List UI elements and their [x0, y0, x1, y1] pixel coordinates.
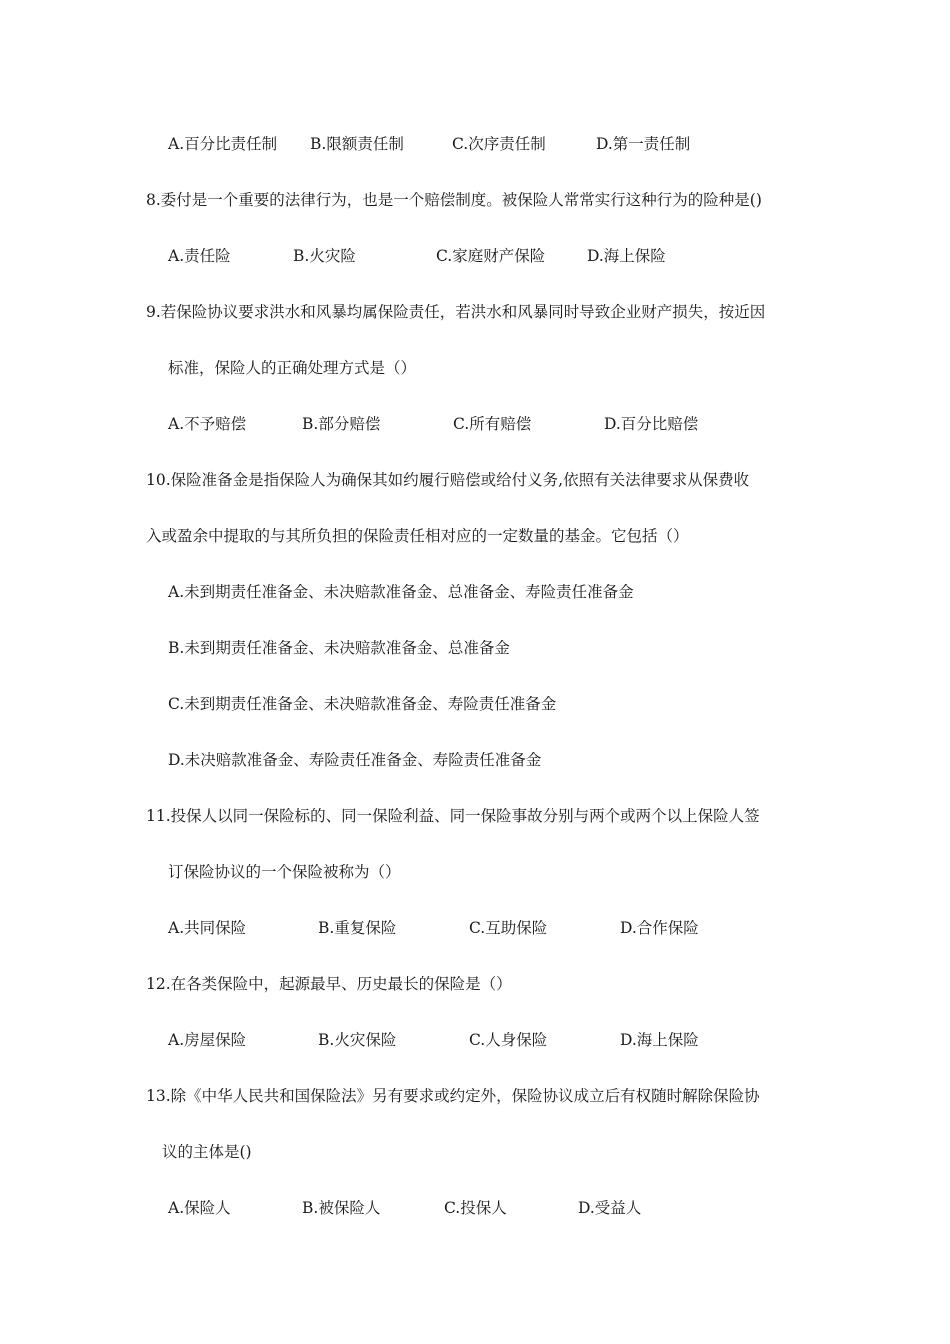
q12-question: 12.在各类保险中，起源最早、历史最长的保险是（） — [146, 975, 512, 993]
q13-option-d: D.受益人 — [578, 1199, 642, 1217]
q11-option-d: D.合作保险 — [620, 919, 699, 937]
q7-option-d: D.第一责任制 — [596, 135, 691, 153]
q11-option-a: A.共同保险 — [168, 919, 247, 937]
q12-option-b: B.火灾保险 — [318, 1031, 397, 1049]
q7-option-b: B.限额责任制 — [310, 135, 404, 153]
q8-option-d: D.海上保险 — [587, 247, 666, 265]
q11-option-b: B.重复保险 — [318, 919, 397, 937]
q10-question-line1: 10.保险准备金是指保险人为确保其如约履行赔偿或给付义务,依照有关法律要求从保费收 — [146, 471, 750, 489]
q9-question-line1: 9.若保险协议要求洪水和风暴均属保险责任，若洪水和风暴同时导致企业财产损失，按近因 — [146, 303, 766, 321]
q13-option-a: A.保险人 — [168, 1199, 231, 1217]
q8-option-b: B.火灾险 — [293, 247, 356, 265]
q10-option-a: A.未到期责任准备金、未决赔款准备金、总准备金、寿险责任准备金 — [168, 583, 634, 601]
q7-option-a: A.百分比责任制 — [168, 135, 278, 153]
q10-question-line2: 入或盈余中提取的与其所负担的保险责任相对应的一定数量的基金。它包括（） — [146, 527, 689, 545]
q9-option-a: A.不予赔偿 — [168, 415, 247, 433]
q11-option-c: C.互助保险 — [469, 919, 548, 937]
q8-option-c: C.家庭财产保险 — [436, 247, 546, 265]
q9-question-line2: 标准，保险人的正确处理方式是（） — [168, 359, 417, 377]
q11-question-line1: 11.投保人以同一保险标的、同一保险利益、同一保险事故分别与两个或两个以上保险人签 — [146, 807, 760, 825]
q10-option-c: C.未到期责任准备金、未决赔款准备金、寿险责任准备金 — [168, 695, 557, 713]
q13-option-c: C.投保人 — [444, 1199, 507, 1217]
q12-option-c: C.人身保险 — [469, 1031, 548, 1049]
q13-option-b: B.被保险人 — [302, 1199, 381, 1217]
q10-option-d: D.未决赔款准备金、寿险责任准备金、寿险责任准备金 — [168, 751, 542, 769]
q13-question-line2: 议的主体是() — [162, 1143, 252, 1161]
q8-question: 8.委付是一个重要的法律行为，也是一个赔偿制度。被保险人常常实行这种行为的险种是() — [146, 191, 762, 209]
q13-question-line1: 13.除《中华人民共和国保险法》另有要求或约定外，保险协议成立后有权随时解除保险协 — [146, 1087, 760, 1105]
q11-question-line2: 订保险协议的一个保险被称为（） — [168, 863, 401, 881]
q12-option-a: A.房屋保险 — [168, 1031, 247, 1049]
q8-option-a: A.责任险 — [168, 247, 231, 265]
q7-option-c: C.次序责任制 — [452, 135, 546, 153]
q12-option-d: D.海上保险 — [620, 1031, 699, 1049]
q10-option-b: B.未到期责任准备金、未决赔款准备金、总准备金 — [168, 639, 510, 657]
q9-option-c: C.所有赔偿 — [453, 415, 532, 433]
q9-option-d: D.百分比赔偿 — [604, 415, 699, 433]
q9-option-b: B.部分赔偿 — [302, 415, 381, 433]
